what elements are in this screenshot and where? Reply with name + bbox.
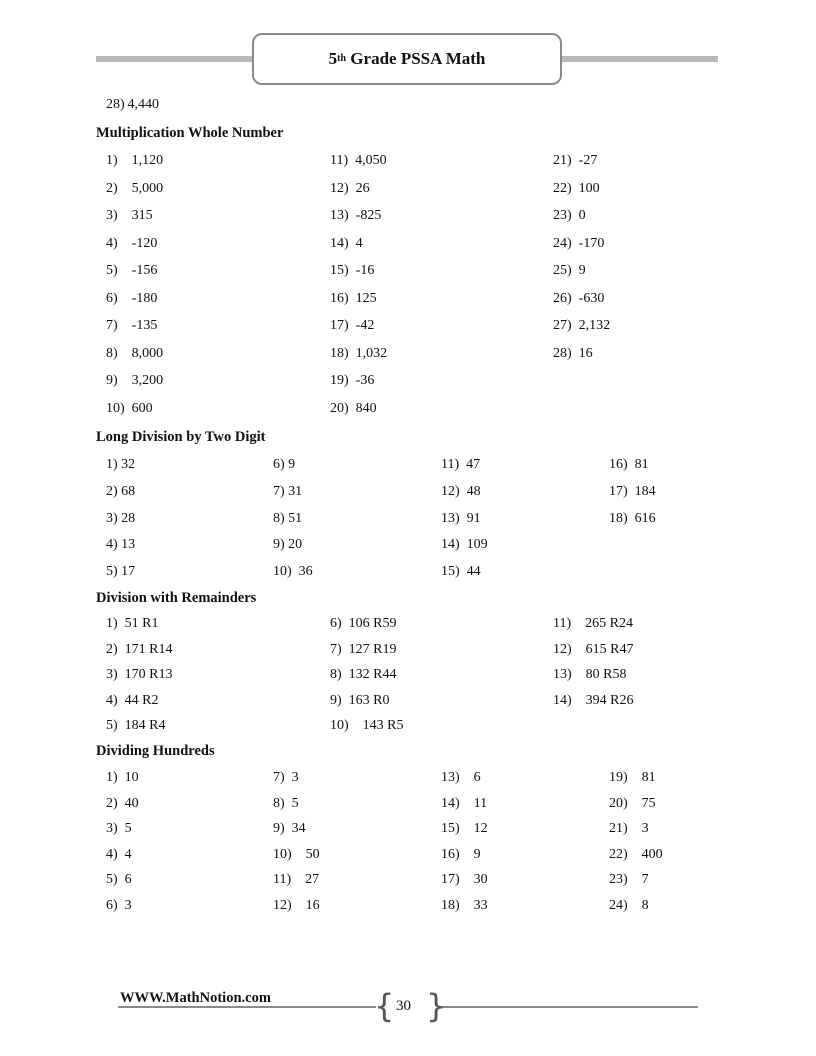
header-rule-left: [96, 56, 254, 62]
answer-item: 13) 6: [441, 770, 481, 785]
page-number-bracket-right: }: [426, 987, 447, 1025]
answer-item: 1) 51 R1: [106, 616, 159, 631]
answer-item: 5) 184 R4: [106, 718, 166, 733]
answer-item: 13) 80 R58: [553, 667, 627, 682]
answer-item: 16) 125: [330, 290, 377, 306]
answer-item: 1) 32: [106, 457, 136, 472]
answer-item: 15) -16: [330, 263, 375, 278]
answer-item: 26) -630: [553, 290, 605, 306]
answer-item: 11) 47: [441, 457, 481, 472]
answer-item: 24) 8: [609, 897, 649, 913]
answer-item: 7) -135: [106, 318, 158, 333]
answer-item: 22) 100: [553, 180, 600, 196]
answer-item: 4) 4: [106, 846, 132, 862]
answer-item: 13) 91: [441, 510, 481, 526]
answer-item: 9) 163 R0: [330, 692, 390, 708]
answer-item: 17) 184: [609, 483, 656, 499]
answer-item: 14) 394 R26: [553, 692, 634, 708]
answer-item: 5) 6: [106, 872, 132, 887]
answer-item: 4) 13: [106, 537, 136, 553]
answer-item: 8) 51: [273, 510, 303, 526]
answer-item: 23) 7: [609, 872, 649, 887]
answer-item: 8) 5: [273, 795, 299, 811]
answer-item: 7) 3: [273, 770, 299, 785]
answer-item: 16) 9: [441, 846, 481, 862]
answer-item: 6) 9: [273, 457, 296, 472]
answer-item: 13) -825: [330, 208, 382, 223]
answer-item: 4) -120: [106, 235, 158, 251]
answer-item: 20) 840: [330, 400, 377, 416]
answer-item: 12) 26: [330, 180, 370, 196]
answer-item: 28) 16: [553, 345, 593, 361]
footer-rule-right: [438, 1006, 698, 1008]
answer-item: 14) 109: [441, 537, 488, 553]
answer-item: 23) 0: [553, 208, 586, 223]
header-title-prefix: 5: [328, 49, 338, 68]
answer-item: 2) 40: [106, 795, 139, 811]
answer-item: 21) -27: [553, 153, 598, 168]
answer-item: 5) -156: [106, 263, 158, 278]
answer-item: 15) 44: [441, 564, 481, 580]
answer-item: 12) 615 R47: [553, 641, 634, 657]
page-header: [252, 33, 562, 85]
answer-item: 17) -42: [330, 318, 375, 333]
answer-item: 9) 20: [273, 537, 303, 553]
answer-item: 18) 1,032: [330, 345, 388, 361]
footer-url: WWW.MathNotion.com: [120, 990, 271, 1006]
answer-item: 27) 2,132: [553, 318, 611, 333]
answer-item: 10) 143 R5: [330, 718, 404, 733]
answer-item: 22) 400: [609, 846, 663, 862]
answer-item: 3) 315: [106, 208, 153, 223]
answer-item: 15) 12: [441, 821, 488, 836]
answer-item: 14) 11: [441, 795, 488, 811]
answer-item: 7) 31: [273, 483, 303, 499]
answer-item: 19) 81: [609, 770, 656, 785]
answer-item: 6) 106 R59: [330, 616, 397, 631]
answer-item: 11) 27: [273, 872, 320, 887]
answer-item: 20) 75: [609, 795, 656, 811]
answer-item: 1) 1,120: [106, 153, 164, 168]
answer-item: 10) 50: [273, 846, 320, 862]
answer-item: 14) 4: [330, 235, 363, 251]
answer-item: 6) -180: [106, 290, 158, 306]
answer-item: 4) 44 R2: [106, 692, 159, 708]
answer-item: 7) 127 R19: [330, 641, 397, 657]
answer-item: 16) 81: [609, 457, 649, 472]
answer-item: 2) 68: [106, 483, 136, 499]
answer-item: 17) 30: [441, 872, 488, 887]
section-heading: Division with Remainders: [96, 590, 257, 606]
answer-item: 9) 3,200: [106, 373, 164, 388]
answer-item: 2) 171 R14: [106, 641, 173, 657]
carry-over-answer: 28) 4,440: [106, 97, 159, 112]
answer-item: 18) 616: [609, 510, 656, 526]
section-heading: Dividing Hundreds: [96, 743, 215, 759]
answer-item: 2) 5,000: [106, 180, 164, 196]
answer-item: 25) 9: [553, 263, 586, 278]
answer-item: 19) -36: [330, 373, 375, 388]
page-number-bracket-left: {: [374, 987, 395, 1025]
answer-item: 12) 48: [441, 483, 481, 499]
footer-rule-left: [118, 1006, 376, 1008]
header-title-sup: th: [337, 52, 347, 64]
answer-item: 5) 17: [106, 564, 136, 580]
answer-item: 9) 34: [273, 821, 306, 836]
section-heading: Long Division by Two Digit: [96, 429, 266, 445]
answer-item: 6) 3: [106, 897, 132, 913]
section-heading: Multiplication Whole Number: [96, 125, 284, 141]
answer-item: 24) -170: [553, 235, 605, 251]
answer-item: 11) 265 R24: [553, 616, 633, 631]
answer-item: 8) 8,000: [106, 345, 164, 361]
answer-item: 3) 170 R13: [106, 667, 173, 682]
page-number: 30: [396, 998, 411, 1014]
answer-item: 10) 600: [106, 400, 153, 416]
answer-item: 12) 16: [273, 897, 320, 913]
answer-item: 1) 10: [106, 770, 139, 785]
answer-item: 21) 3: [609, 821, 649, 836]
answer-item: 3) 28: [106, 510, 136, 526]
answer-item: 8) 132 R44: [330, 667, 397, 682]
answer-item: 18) 33: [441, 897, 488, 913]
answer-item: 11) 4,050: [330, 153, 387, 168]
answer-item: 3) 5: [106, 821, 132, 836]
header-rule-right: [560, 56, 718, 62]
answer-item: 10) 36: [273, 564, 313, 580]
header-title-rest: Grade PSSA Math: [346, 49, 486, 68]
